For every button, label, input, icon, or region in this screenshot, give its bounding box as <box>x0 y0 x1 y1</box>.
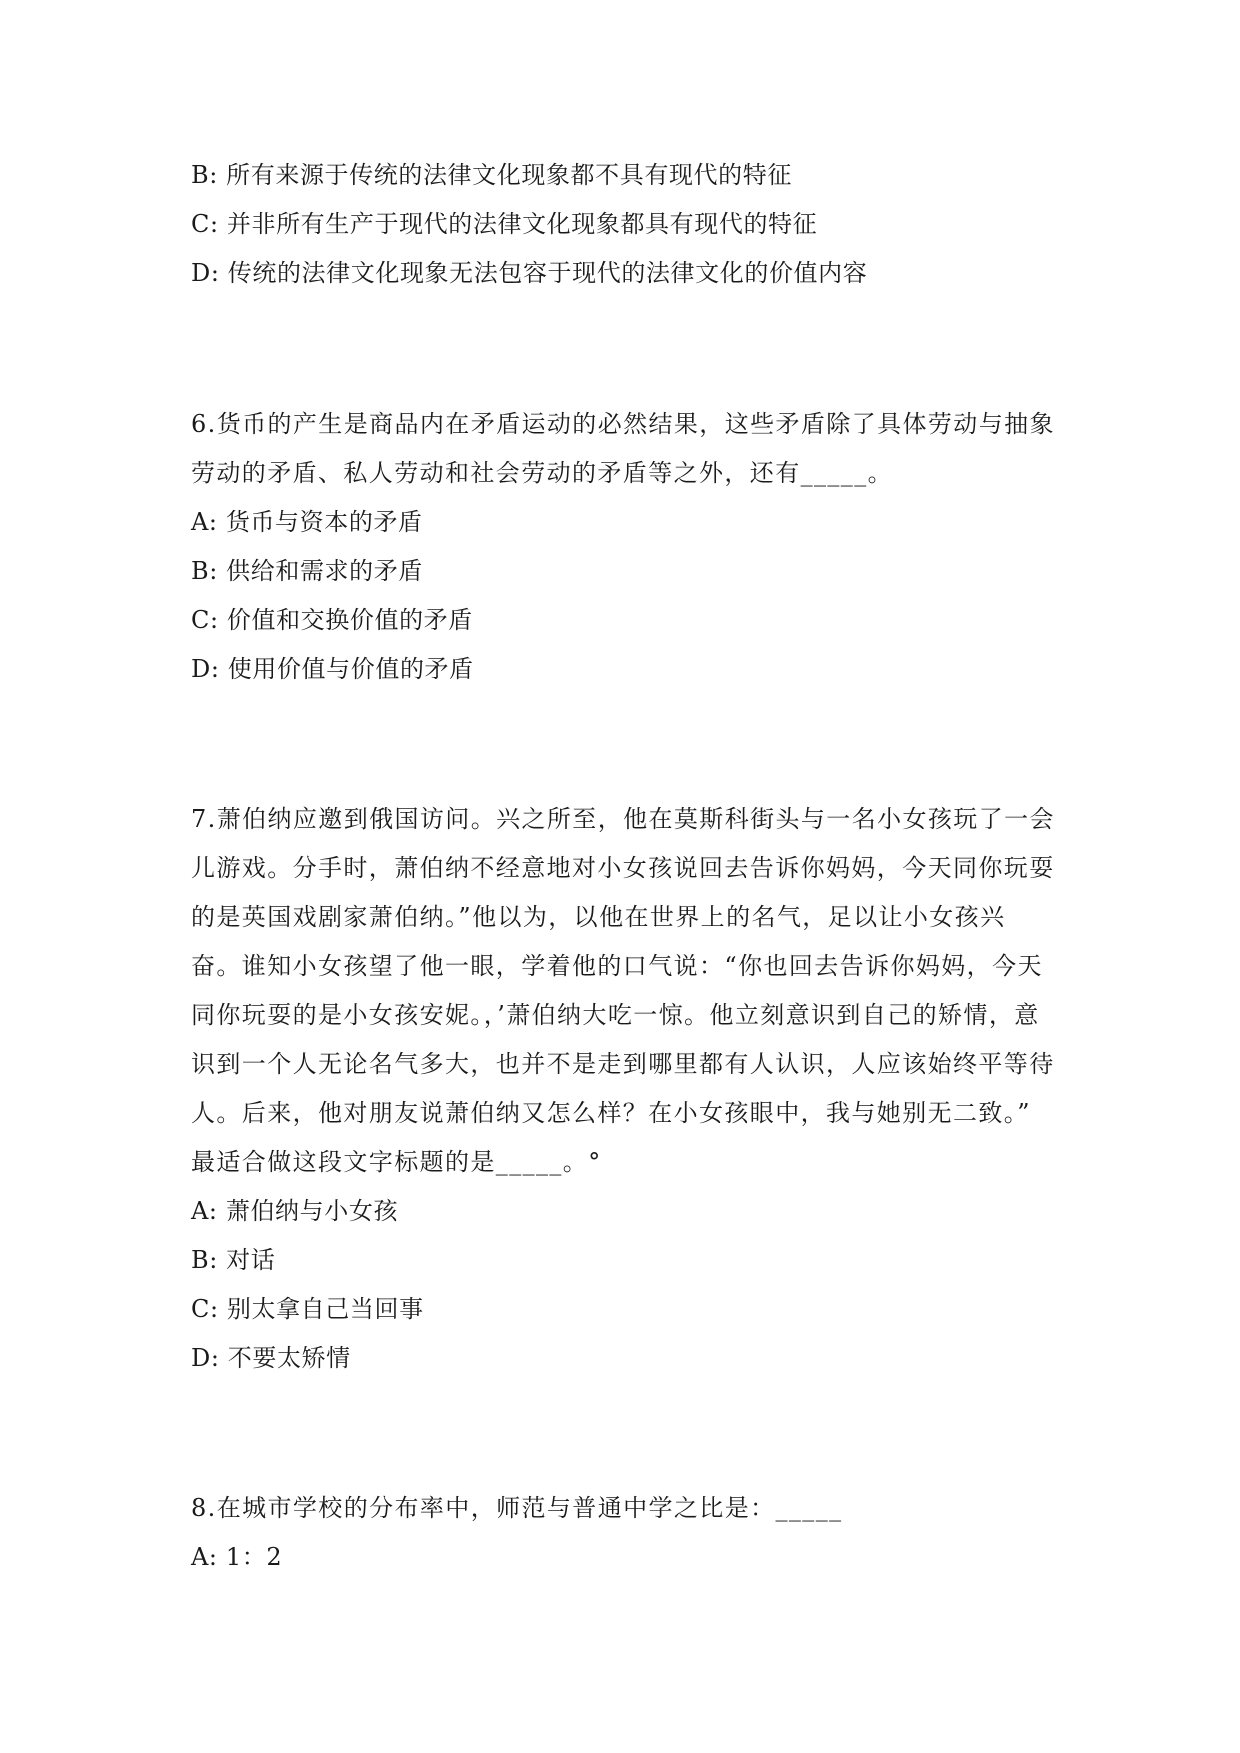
q7-option-b: B: 对话 <box>191 1246 276 1274</box>
q5-option-d: D: 传统的法律文化现象无法包容于现代的法律文化的价值内容 <box>191 259 868 287</box>
q7-option-c: C: 别太拿自己当回事 <box>191 1295 424 1323</box>
q7-option-a: A: 萧伯纳与小女孩 <box>191 1197 399 1225</box>
q7-stem-line-8: 最适合做这段文字标题的是_____。° <box>191 1148 602 1176</box>
q6-option-a: A: 货币与资本的矛盾 <box>191 508 423 536</box>
q8-stem-line-1: 8.在城市学校的分布率中，师范与普通中学之比是：_____ <box>191 1494 843 1522</box>
q6-option-b: B: 供给和需求的矛盾 <box>191 557 423 585</box>
q7-stem-line-3: 的是英国戏剧家萧伯纳。”他以为，以他在世界上的名气，足以让小女孩兴 <box>191 903 1006 931</box>
q6-stem-line-2: 劳动的矛盾、私人劳动和社会劳动的矛盾等之外，还有_____。 <box>191 459 893 487</box>
q5-option-c: C: 并非所有生产于现代的法律文化现象都具有现代的特征 <box>191 210 818 238</box>
q6-option-d: D: 使用价值与价值的矛盾 <box>191 655 474 683</box>
q7-stem-line-4: 奋。谁知小女孩望了他一眼，学着他的口气说：“你也回去告诉你妈妈，今天 <box>191 952 1043 980</box>
q7-stem-line-5: 同你玩耍的是小女孩安妮。，’萧伯纳大吃一惊。他立刻意识到自己的矫情，意 <box>191 1001 1040 1029</box>
q7-stem-line-7: 人。后来，他对朋友说萧伯纳又怎么样？在小女孩眼中，我与她别无二致。” <box>191 1099 1031 1127</box>
q7-stem-line-6: 识到一个人无论名气多大，也并不是走到哪里都有人认识，人应该始终平等待 <box>191 1050 1055 1078</box>
q8-option-a: A: 1：2 <box>191 1543 283 1571</box>
q7-stem-line-1: 7.萧伯纳应邀到俄国访问。兴之所至，他在莫斯科街头与一名小女孩玩了一会 <box>191 805 1055 833</box>
q5-option-b: B: 所有来源于传统的法律文化现象都不具有现代的特征 <box>191 161 792 189</box>
q7-option-d: D: 不要太矫情 <box>191 1344 351 1372</box>
q7-stem-line-2: 儿游戏。分手时，萧伯纳不经意地对小女孩说回去告诉你妈妈，今天同你玩耍 <box>191 854 1055 882</box>
q6-option-c: C: 价值和交换价值的矛盾 <box>191 606 473 634</box>
q6-stem-line-1: 6.货币的产生是商品内在矛盾运动的必然结果，这些矛盾除了具体劳动与抽象 <box>191 410 1055 438</box>
